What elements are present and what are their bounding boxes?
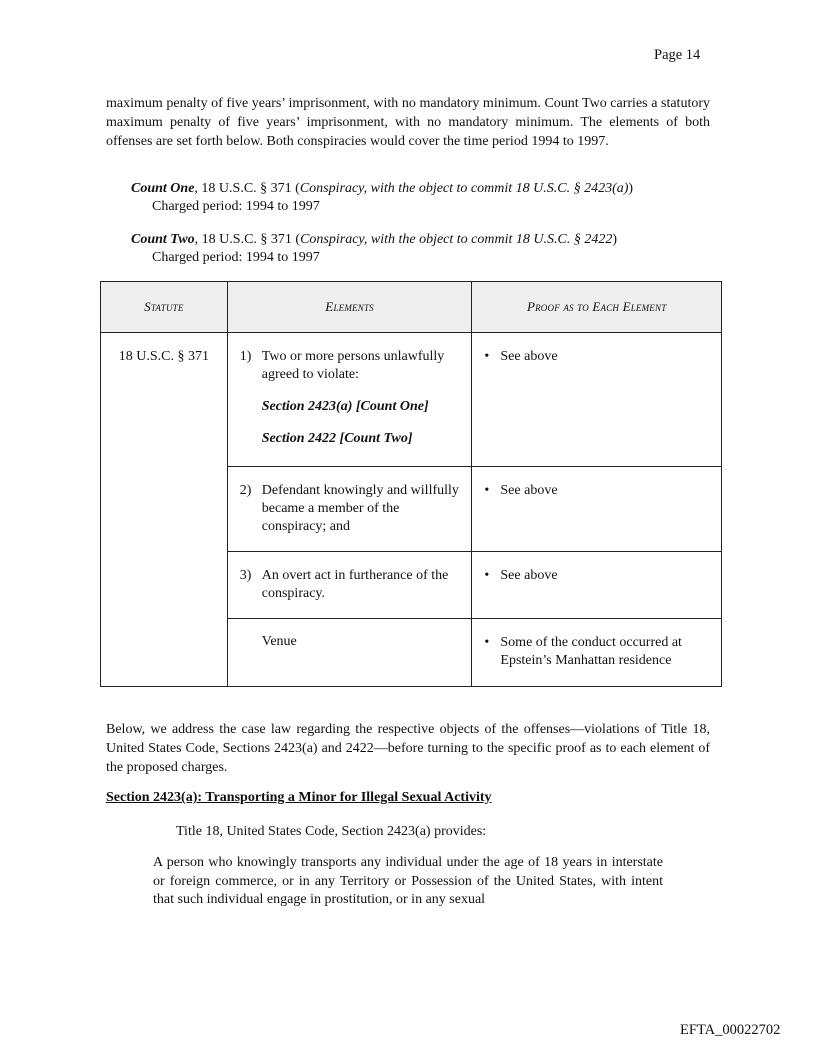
table-header-row — [101, 282, 722, 333]
below-paragraph: Below, we address the case law regarding the respective objects of the offenses—violations of Title 18, United States Code, Sections 2423(a) and 2422—before turning to the specific proof as to each element of the proposed charges. — [106, 722, 710, 775]
header-statute: Statute — [101, 282, 228, 333]
element-number: 1) — [239, 349, 252, 364]
element-sub-count-one: Section 2423(a) [Count One] — [261, 399, 429, 414]
element-cell-1 — [227, 333, 472, 467]
count-two-close: ) — [612, 232, 618, 247]
count-one-object: Conspiracy, with the object to commit 18 U.S.C. § 2423(a) — [299, 181, 629, 196]
count-two-label: Count Two — [131, 232, 195, 247]
element-cell-2 — [227, 467, 472, 552]
count-one-period: Charged period: 1994 to 1997 — [152, 199, 320, 214]
proof-text: See above — [500, 483, 558, 498]
provides-line: Title 18, United States Code, Section 2423(a) provides: — [176, 824, 487, 839]
intro-paragraph: maximum penalty of five years’ imprisonment, with no mandatory minimum. Count Two carries a statutory maximum penalty of five years’ imprisonment, with no mandatory minimum. The elements of both offenses are set forth below. Both conspiracies would cover the time period 1994 to 1997. — [106, 96, 710, 149]
count-one-line — [131, 180, 633, 216]
element-text: Defendant knowingly and willfully became a member of the conspiracy; and — [261, 483, 459, 534]
proof-cell-venue — [472, 619, 722, 687]
statute-cell: 18 U.S.C. § 371 — [101, 333, 228, 687]
page-number: Page 14 — [654, 47, 701, 63]
statute-quote: A person who knowingly transports any individual under the age of 18 years in interstate or foreign commerce, or in any Territory or Possession of the United States, with intent that such individual engage in prostitution, or in any sexual — [153, 855, 663, 907]
element-cell-venue — [227, 619, 472, 687]
count-two-line — [131, 231, 617, 267]
document-id: EFTA_00022702 — [680, 1022, 781, 1038]
count-two-object: Conspiracy, with the object to commit 18 U.S.C. § 2422 — [300, 232, 613, 247]
header-proof: Proof as to Each Element — [472, 282, 722, 333]
proof-cell-3 — [472, 552, 722, 619]
element-text: Venue — [261, 634, 297, 649]
element-sub-count-two: Section 2422 [Count Two] — [261, 431, 413, 446]
count-two-period: Charged period: 1994 to 1997 — [152, 250, 320, 265]
bullet: • — [484, 568, 490, 583]
bullet: • — [484, 483, 490, 498]
proof-text: See above — [500, 568, 558, 583]
element-cell-3 — [227, 552, 472, 619]
proof-text: Some of the conduct occurred at Epstein’s Manhattan residence — [500, 635, 682, 668]
header-elements: Elements — [227, 282, 472, 333]
bullet: • — [484, 635, 490, 650]
bullet: • — [484, 349, 490, 364]
element-number: 2) — [239, 483, 252, 498]
proof-cell-2 — [472, 467, 722, 552]
section-heading: Section 2423(a): Transporting a Minor for Illegal Sexual Activity — [106, 790, 492, 805]
count-one-label: Count One — [131, 181, 195, 196]
element-text: Two or more persons unlawfully agreed to violate: — [261, 349, 445, 382]
table-row — [101, 333, 722, 467]
count-two-statute: , 18 U.S.C. § 371 ( — [194, 232, 301, 247]
proof-cell-1 — [472, 333, 722, 467]
elements-table — [100, 281, 722, 687]
element-number: 3) — [239, 568, 252, 583]
count-one-statute: , 18 U.S.C. § 371 ( — [194, 181, 300, 196]
count-one-close: ) — [628, 181, 634, 196]
proof-text: See above — [500, 349, 558, 364]
element-text: An overt act in furtherance of the conspiracy. — [261, 568, 449, 601]
